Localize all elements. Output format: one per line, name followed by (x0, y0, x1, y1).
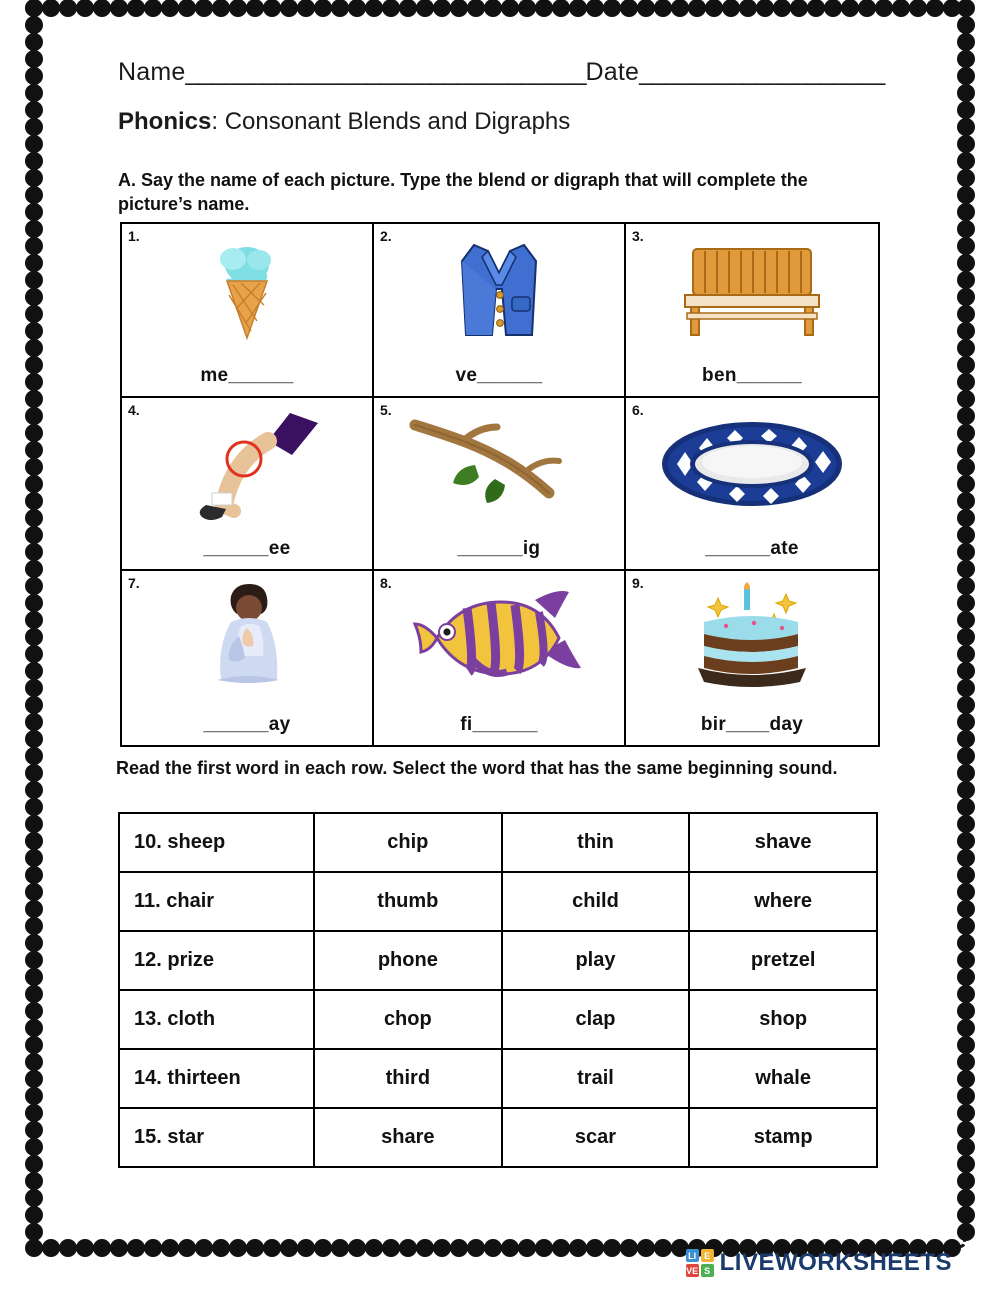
row-option[interactable]: third (314, 1049, 502, 1108)
bench-icon (626, 238, 878, 343)
twig-branch-icon (374, 412, 624, 517)
row-option[interactable]: pretzel (689, 931, 877, 990)
name-label: Name (118, 58, 186, 86)
item-number: 6. (632, 401, 644, 418)
item-number: 9. (632, 575, 644, 592)
picture-cell (626, 224, 878, 398)
liveworksheets-logo[interactable] (686, 1249, 952, 1277)
logo-block-e: E (701, 1249, 714, 1262)
date-label: Date (585, 58, 640, 86)
row-first-word: 10. sheep (119, 813, 314, 872)
item-number: 8. (380, 575, 392, 592)
section-a-instructions: A. Say the name of each picture. Type the blend or digraph that will complete the picture’s name. (118, 170, 808, 215)
item-number: 7. (128, 575, 140, 592)
item-word: ben______ (702, 364, 802, 386)
row-option[interactable]: thin (502, 813, 690, 872)
row-option[interactable]: stamp (689, 1108, 877, 1167)
table-row (119, 1108, 877, 1167)
picture-cell (122, 571, 374, 745)
row-first-word: 15. star (119, 1108, 314, 1167)
knee-icon (122, 412, 372, 517)
picture-cell (374, 398, 626, 572)
plate-icon (626, 412, 878, 517)
fish-icon (374, 585, 624, 690)
row-option[interactable]: thumb (314, 872, 502, 931)
item-number: 2. (380, 228, 392, 244)
item-word: ______ate (705, 538, 799, 560)
row-option[interactable]: whale (689, 1049, 877, 1108)
item-number: 1. (128, 228, 140, 244)
row-option[interactable]: scar (502, 1108, 690, 1167)
logo-block-ve: VE (686, 1265, 699, 1276)
row-option[interactable]: shave (689, 813, 877, 872)
item-number: 5. (380, 401, 392, 418)
name-date-line (118, 58, 885, 87)
name-blank-rule: _______________________________ (185, 58, 586, 86)
logo-block-li: LI (686, 1249, 699, 1262)
table-row (119, 1049, 877, 1108)
picture-cell (122, 398, 374, 572)
row-option[interactable]: child (502, 872, 690, 931)
row-option[interactable]: play (502, 931, 690, 990)
item-word: fi______ (460, 714, 538, 735)
picture-cell (374, 224, 626, 398)
word-choice-table (118, 812, 878, 1168)
page-title-rest: : Consonant Blends and Digraphs (211, 108, 571, 135)
item-word: ve______ (455, 364, 543, 386)
picture-cell (626, 571, 878, 745)
row-option[interactable]: phone (314, 931, 502, 990)
row-option[interactable]: chop (314, 990, 502, 1049)
date-blank-rule: ___________________ (639, 58, 885, 86)
table-row (119, 872, 877, 931)
ice-cream-cone-icon (122, 238, 372, 343)
row-first-word: 11. chair (119, 872, 314, 931)
row-option[interactable]: trail (502, 1049, 690, 1108)
item-word: ______ee (203, 538, 291, 560)
birthday-cake-icon (626, 585, 878, 690)
brand-name: LIVEWORKSHEETS (719, 1249, 952, 1276)
table-row (119, 990, 877, 1049)
row-option[interactable]: where (689, 872, 877, 931)
praying-girl-icon (122, 585, 372, 690)
row-option[interactable]: clap (502, 990, 690, 1049)
item-word: ______ay (203, 714, 291, 735)
logo-block-s: S (701, 1264, 714, 1277)
picture-cell (626, 398, 878, 572)
picture-grid (120, 222, 880, 747)
logo-row-bottom (686, 1264, 714, 1277)
item-word: bir____day (700, 714, 804, 735)
item-word: ______ig (457, 538, 541, 560)
logo-row-top (686, 1249, 714, 1262)
page-title (118, 108, 570, 136)
table-row (119, 813, 877, 872)
row-option[interactable]: shop (689, 990, 877, 1049)
page-title-strong: Phonics (118, 108, 212, 135)
row-first-word: 14. thirteen (119, 1049, 314, 1108)
section-b-instructions: Read the first word in each row. Select the word that has the same beginning sound. (116, 758, 838, 778)
row-first-word: 13. cloth (119, 990, 314, 1049)
item-word: me______ (200, 364, 294, 386)
row-option[interactable]: share (314, 1108, 502, 1167)
table-row (119, 931, 877, 990)
picture-cell (374, 571, 626, 745)
row-option[interactable]: chip (314, 813, 502, 872)
row-first-word: 12. prize (119, 931, 314, 990)
logo-blocks (686, 1249, 714, 1277)
item-number: 4. (128, 401, 140, 418)
item-number: 3. (632, 228, 644, 244)
picture-cell (122, 224, 374, 398)
vest-icon (374, 238, 624, 343)
